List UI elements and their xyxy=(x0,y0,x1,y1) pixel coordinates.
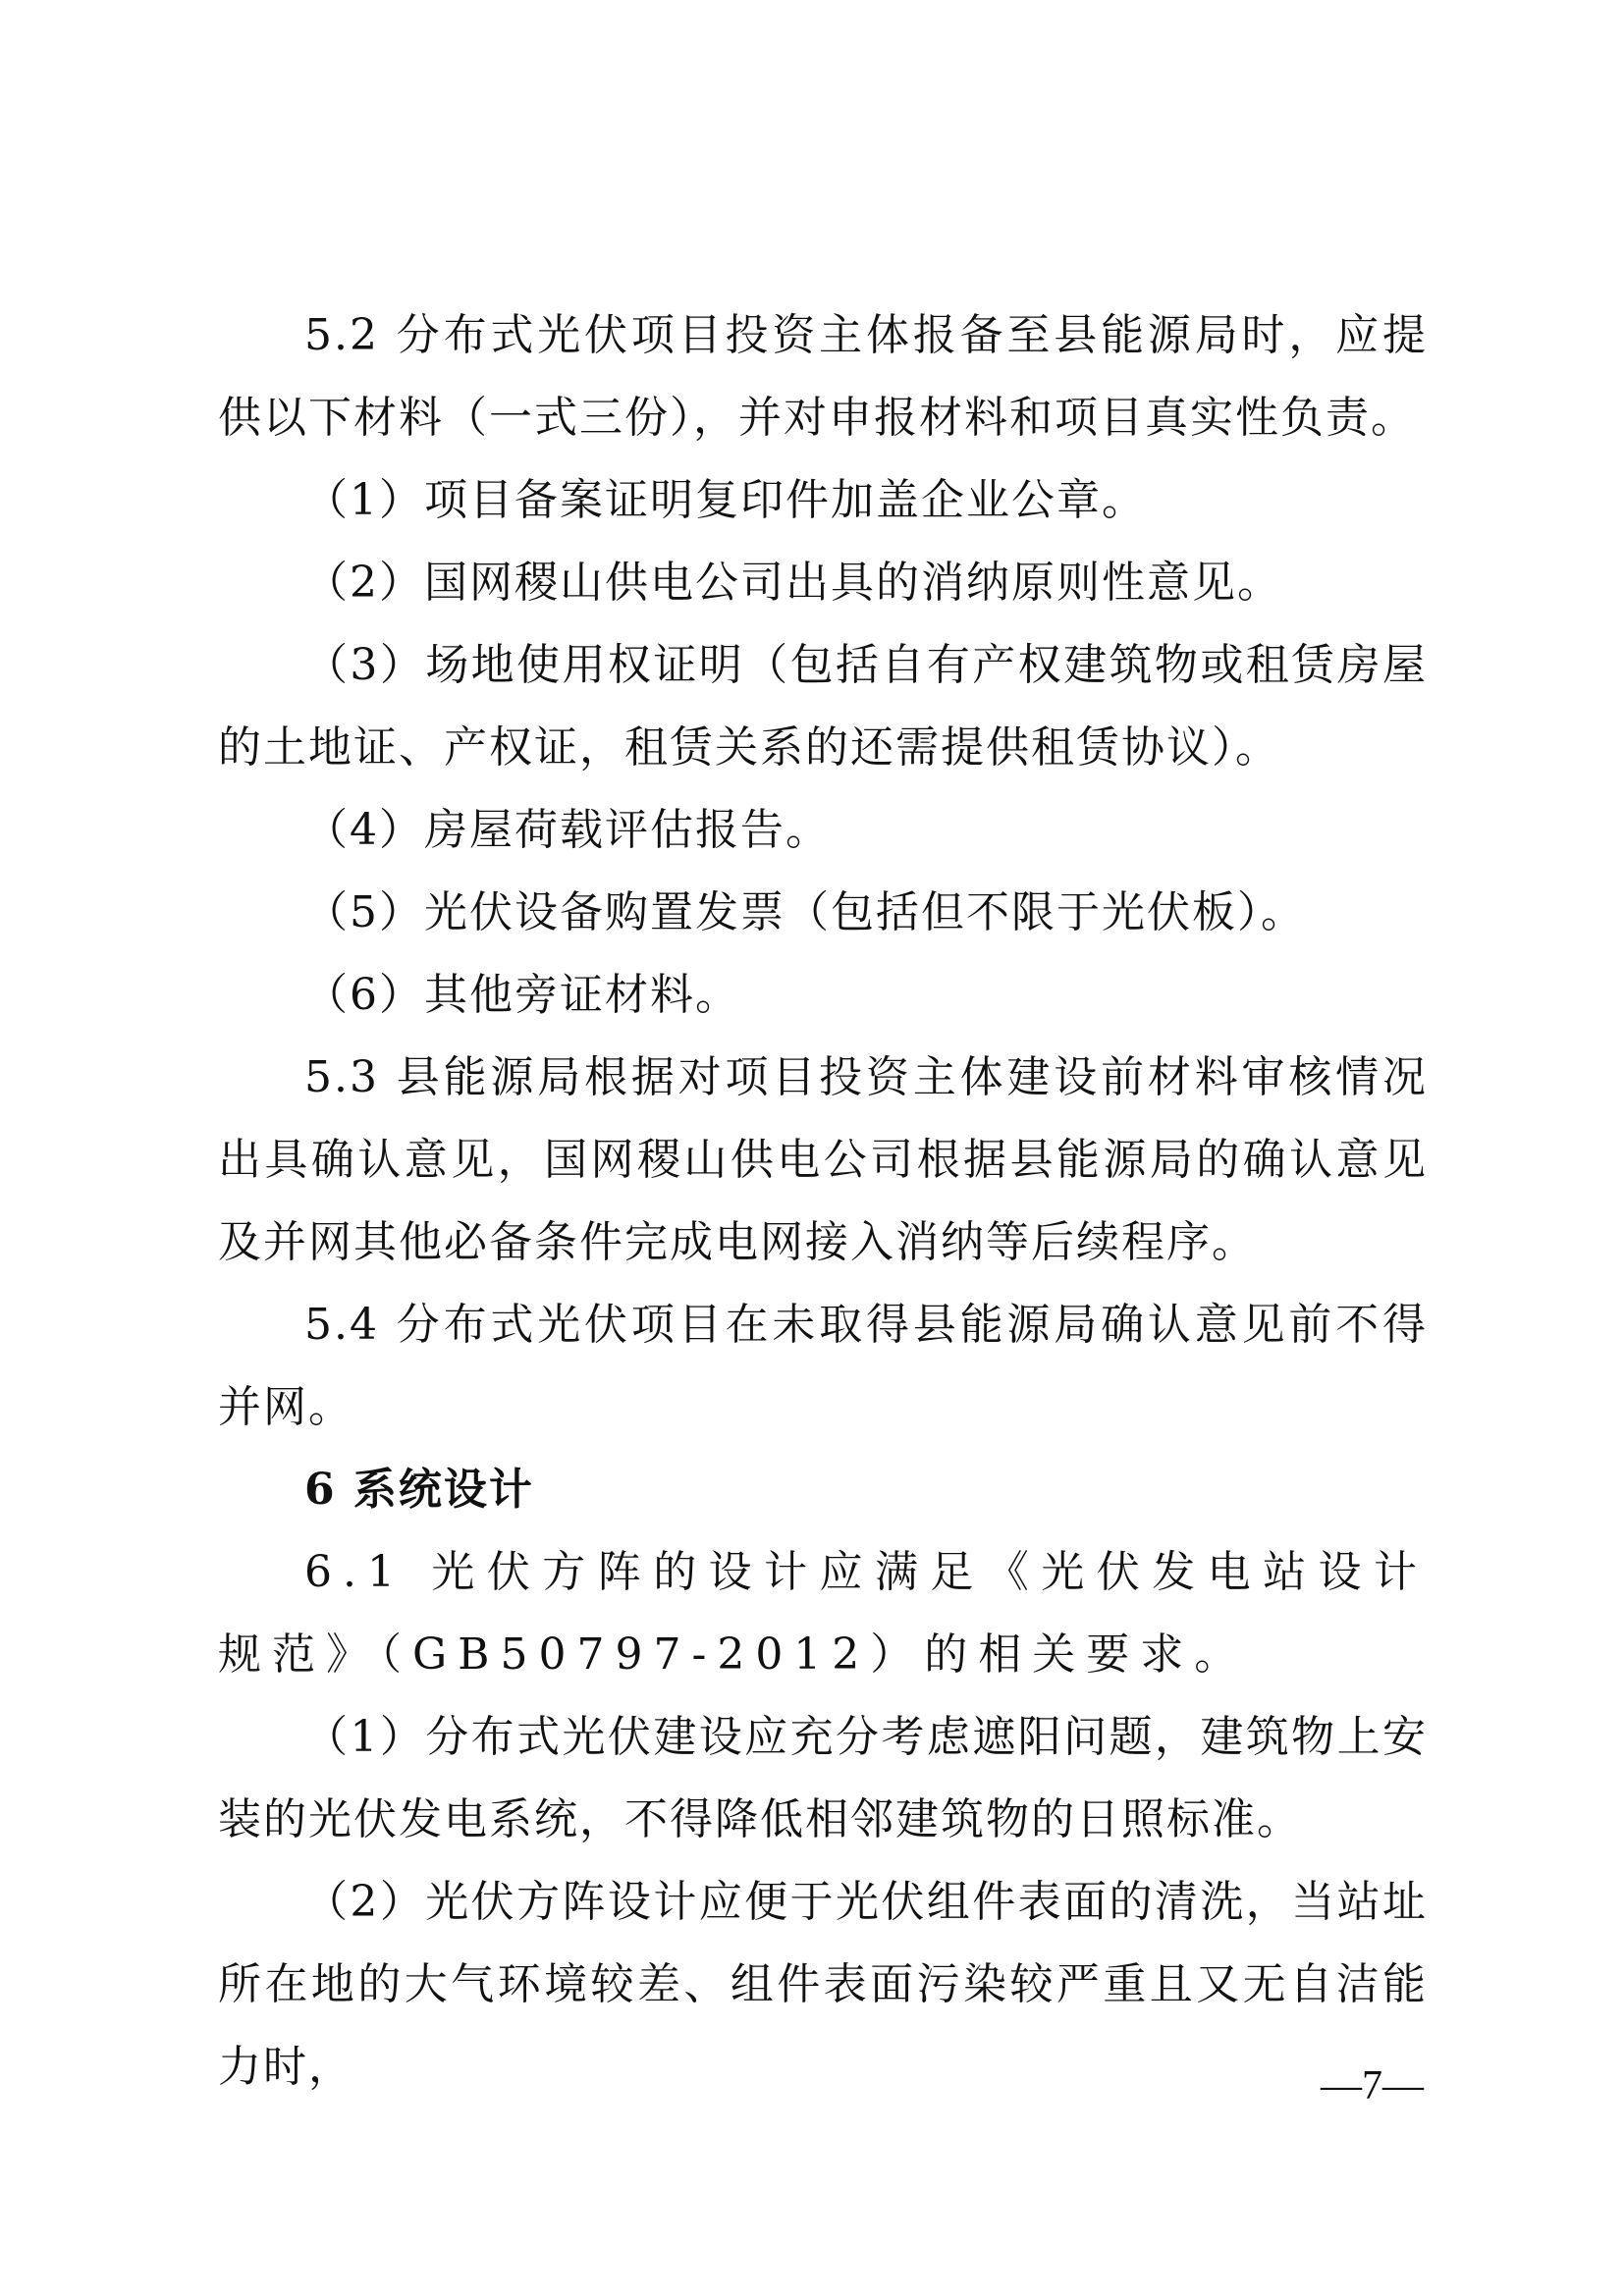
page-number: —7— xyxy=(1321,2063,1424,2109)
document-body xyxy=(218,294,1428,2109)
list-item-4: （4）房屋荷载评估报告。 xyxy=(304,805,831,855)
paragraph-6-1: 6.1 光伏方阵的设计应满足《光伏发电站设计规范》（GB50797-2012）的相关要求。 xyxy=(218,1547,1428,1680)
section-list-item-1: （1）分布式光伏建设应充分考虑遮阳问题，建筑物上安装的光伏发电系统，不得降低相邻建筑物的日照标准。 xyxy=(218,1712,1428,1844)
section-list-item-2: （2）光伏方阵设计应便于光伏组件表面的清洗，当站址所在地的大气环境较差、组件表面污染较严重且又无自洁能力时， xyxy=(218,1877,1428,2092)
section-heading: 6 系统设计 xyxy=(304,1465,534,1515)
list-item-1: （1）项目备案证明复印件加盖企业公章。 xyxy=(304,475,1147,525)
list-item-2: （2）国网稷山供电公司出具的消纳原则性意见。 xyxy=(304,558,1282,608)
list-item-5: （5）光伏设备购置发票（包括但不限于光伏板）。 xyxy=(304,887,1306,937)
paragraph-5-3: 5.3 县能源局根据对项目投资主体建设前材料审核情况出具确认意见，国网稷山供电公司根据县能源局的确认意见及并网其他必备条件完成电网接入消纳等后续程序。 xyxy=(218,1052,1428,1267)
paragraph-5-4: 5.4 分布式光伏项目在未取得县能源局确认意见前不得并网。 xyxy=(218,1300,1428,1432)
paragraph-5-2: 5.2 分布式光伏项目投资主体报备至县能源局时，应提供以下材料（一式三份），并对申报材料和项目真实性负责。 xyxy=(218,310,1428,443)
list-item-6: （6）其他旁证材料。 xyxy=(304,970,740,1020)
list-item-3: （3）场地使用权证明（包括自有产权建筑物或租赁房屋的土地证、产权证，租赁关系的还需提供租赁协议）。 xyxy=(218,640,1428,773)
